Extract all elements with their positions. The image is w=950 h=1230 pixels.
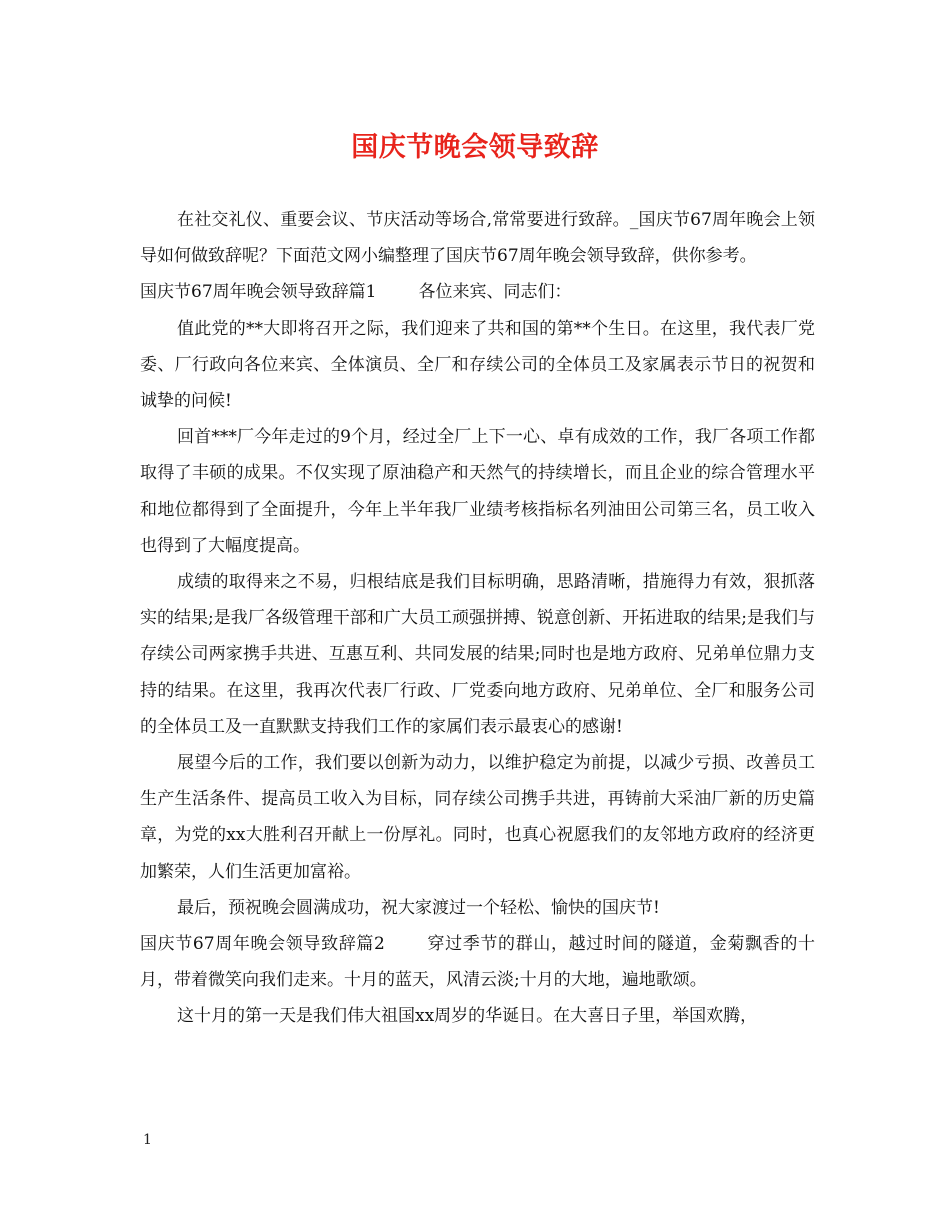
body-paragraph: 这十月的第一天是我们伟大祖国xx周岁的华诞日。在大喜日子里，举国欢腾， [177,1006,758,1027]
document-body [140,202,815,1035]
document-title: 国庆节晚会领导致辞 [351,132,599,163]
intro-paragraph: 在社交礼仪、重要会议、节庆活动等场合,常常要进行致辞。_国庆节67周年晚会上领导如何做致辞呢？下面范文网小编整理了国庆节67周年晚会领导致辞，供你参考。 [140,210,815,267]
section-2-opening-text: 穿过季节的群山，越过时间的隧道，金菊飘香的十月，带着微笑向我们走来。十月的蓝天，风清云淡;十月的大地，遍地歌颂。 [140,934,815,991]
section-heading-1-line [140,274,815,310]
body-paragraph: 最后，预祝晚会圆满成功，祝大家渡过一个轻松、愉快的国庆节! [177,897,660,918]
body-paragraph: 展望今后的工作，我们要以创新为动力，以维护稳定为前提，以减少亏损、改善员工生产生活条件、提高员工收入为目标，同存续公司携手共进，再铸前大采油厂新的历史篇章，为党的xx大胜利召开献上一份厚礼。同时，也真心祝愿我们的友邻地方政府的经济更加繁荣，人们生活更加富裕。 [140,753,815,882]
body-paragraph: 值此党的**大即将召开之际，我们迎来了共和国的第**个生日。在这里，我代表厂党委、厂行政向各位来宾、全体演员、全厂和存续公司的全体员工及家属表示节日的祝贺和诚挚的问候! [140,318,815,412]
page-number: 1 [143,1132,152,1148]
section-heading-1: 国庆节67周年晚会领导致辞篇1 [140,282,377,303]
body-paragraph: 成绩的取得来之不易，归根结底是我们目标明确，思路清晰，措施得力有效，狠抓落实的结果;是我厂各级管理干部和广大员工顽强拼搏、锐意创新、开拓进取的结果;是我们与存续公司两家携手共进、互惠互利、共同发展的结果;同时也是地方政府、兄弟单位鼎力支持的结果。在这里，我再次代表厂行政、厂党委向地方政府、兄弟单位、全厂和服务公司的全体员工及一直默默支持我们工作的家属们表示最衷心的感谢! [140,572,815,737]
section-heading-2-line [140,926,815,998]
section-heading-2: 国庆节67周年晚会领导致辞篇2 [140,934,385,955]
greeting-text: 各位来宾、同志们： [418,282,572,303]
body-paragraph: 回首***厂今年走过的9个月，经过全厂上下一心、卓有成效的工作，我厂各项工作都取得了丰硕的成果。不仅实现了原油稳产和天然气的持续增长，而且企业的综合管理水平和地位都得到了全面提升，今年上半年我厂业绩考核指标名列油田公司第三名，员工收入也得到了大幅度提高。 [140,427,815,556]
